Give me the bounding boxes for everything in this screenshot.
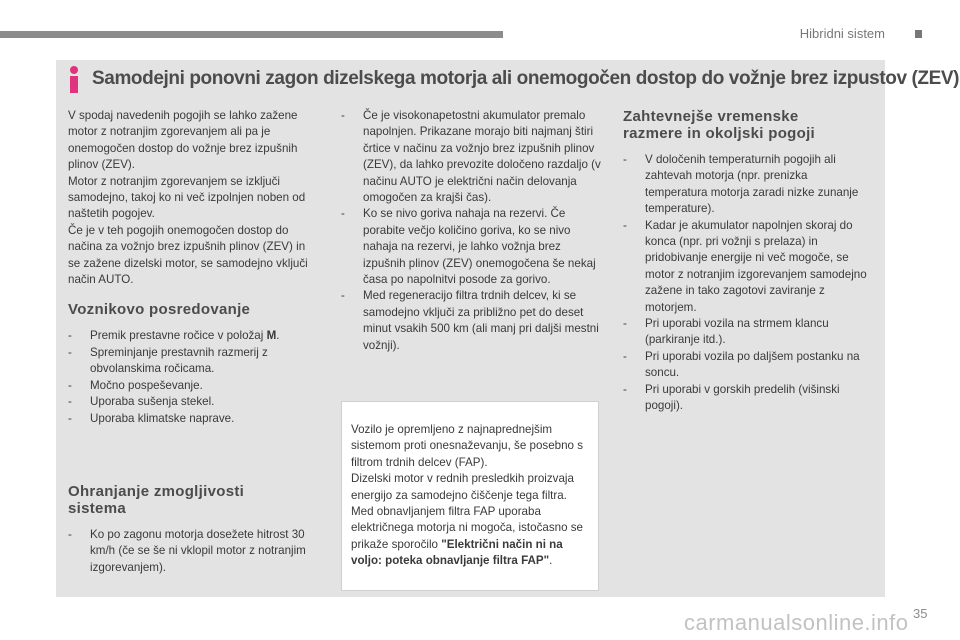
note-text: Vozilo je opremljeno z najnaprednejšim sistemom proti onesnaževanju, še posebno s filtrom trdnih delcev (FAP). Dizelski motor v rednih presledkih proizvaja energijo za samodejno čiščenje tega filtra. Med obnavljanjem filtra FAP uporaba električnega motorja ni mogoča, istočasno se prikaže sporočilo [351,423,584,551]
weather-heading: Zahtevnejše vremenske razmere in okoljski pogoji [623,108,816,142]
weather-list [623,152,869,415]
list-item: - Premik prestavne ročice v položaj M. [68,328,320,344]
section-label: Hibridni sistem [799,26,885,41]
maintain-heading: Ohranjanje zmogljivosti sistema [68,482,245,517]
header-bar [0,31,503,38]
column-left [68,108,320,576]
list-item: - Uporaba klimatske naprave. [68,411,320,427]
list-item: - Med regeneracijo filtra trdnih delcev, ki se samodejno vključi za približno pet do deset minut vsakih 500 km (ali manj pri daljši mestni vožnji). [341,288,603,354]
note-box: Vozilo je opremljeno z najnaprednejšim sistemom proti onesnaževanju, še posebno s filtrom trdnih delcev (FAP). Dizelski motor v rednih presledkih proizvaja energijo za samodejno čiščenje tega filtra. Med obnavljanjem filtra FAP uporaba električnega motorja ni mogoča, istočasno se prikaže sporočilo "Električni način ni na voljo: poteka obnavljanje filtra FAP". [341,401,599,591]
driver-heading: Voznikovo posredovanje [68,301,251,319]
list-item: - Spreminjanje prestavnih razmerij z obvolanskima ročicama. [68,345,320,378]
page-title: Samodejni ponovni zagon dizelskega motorja ali onemogočen dostop do vožnje brez izpustov (ZEV) [92,68,960,89]
section-marker [915,30,922,38]
column-middle [341,108,603,354]
conditions-list [341,108,603,354]
list-item: - Uporaba sušenja stekel. [68,394,320,410]
list-item: - Kadar je akumulator napolnjen skoraj do konca (npr. pri vožnji s prelaza) in pridobivanje energije ni več mogoče, se motor z notranjim izgorevanjem samodejno zažene in tako zagotovi zaviranje z motorjem. [623,218,869,316]
intro-paragraph: Če je v teh pogojih onemogočen dostop do načina za vožnjo brez izpušnih plinov (ZEV) in se zažene dizelski motor, se samodejno vključi način AUTO. [68,223,308,287]
note-message: "Električni način ni na voljo: poteka obnavljanje filtra FAP" [351,537,563,568]
list-item: - Pri uporabi vozila na strmem klancu (parkiranje itd.). [623,316,869,349]
watermark: carmanualsonline.info [684,610,909,635]
list-item: - V določenih temperaturnih pogojih ali zahtevah motorja (npr. prenizka temperatura motorja zaradi nizke zunanje temperature). [623,152,869,218]
list-item: - Ko po zagonu motorja dosežete hitrost 30 km/h (če se še ni vklopil motor z notranjim izgorevanjem). [68,527,320,576]
page-number: 35 [913,606,928,621]
maintain-list [68,527,320,576]
list-item: - Ko se nivo goriva nahaja na rezervi. Če porabite večjo količino goriva, ko se nivo nahaja na rezervi, je lahko vožnja brez izpušnih plinov (ZEV) onemogočena še nekaj časa po napolnitvi posode za gorivo. [341,206,603,288]
intro-paragraph: V spodaj navedenih pogojih se lahko zažene motor z notranjim zgorevanjem ali pa je onemogočen dostop do vožnje brez izpušnih plinov (ZEV). [68,109,298,172]
column-right [623,108,869,415]
list-item: - Pri uporabi v gorskih predelih (višinski pogoji). [623,382,869,415]
intro-paragraph: Motor z notranjim zgorevanjem se izklјuči samodejno, takoj ko ni več izpolnjen noben od naštetih pogojev. [68,174,306,221]
info-icon [68,66,81,93]
list-item: - Močno pospeševanje. [68,378,320,394]
list-item: - Če je visokonapetostni akumulator premalo napolnjen. Prikazane morajo biti najmanj štiri črtice v načinu za vožnjo brez izpušnih plinov (ZEV), da lahko prevozite določeno razdaljo (v načinu AUTO je električni način delovanja omogočen za krajši čas). [341,108,603,206]
driver-list [68,328,320,426]
list-item: - Pri uporabi vozila po daljšem postanku na soncu. [623,349,869,382]
